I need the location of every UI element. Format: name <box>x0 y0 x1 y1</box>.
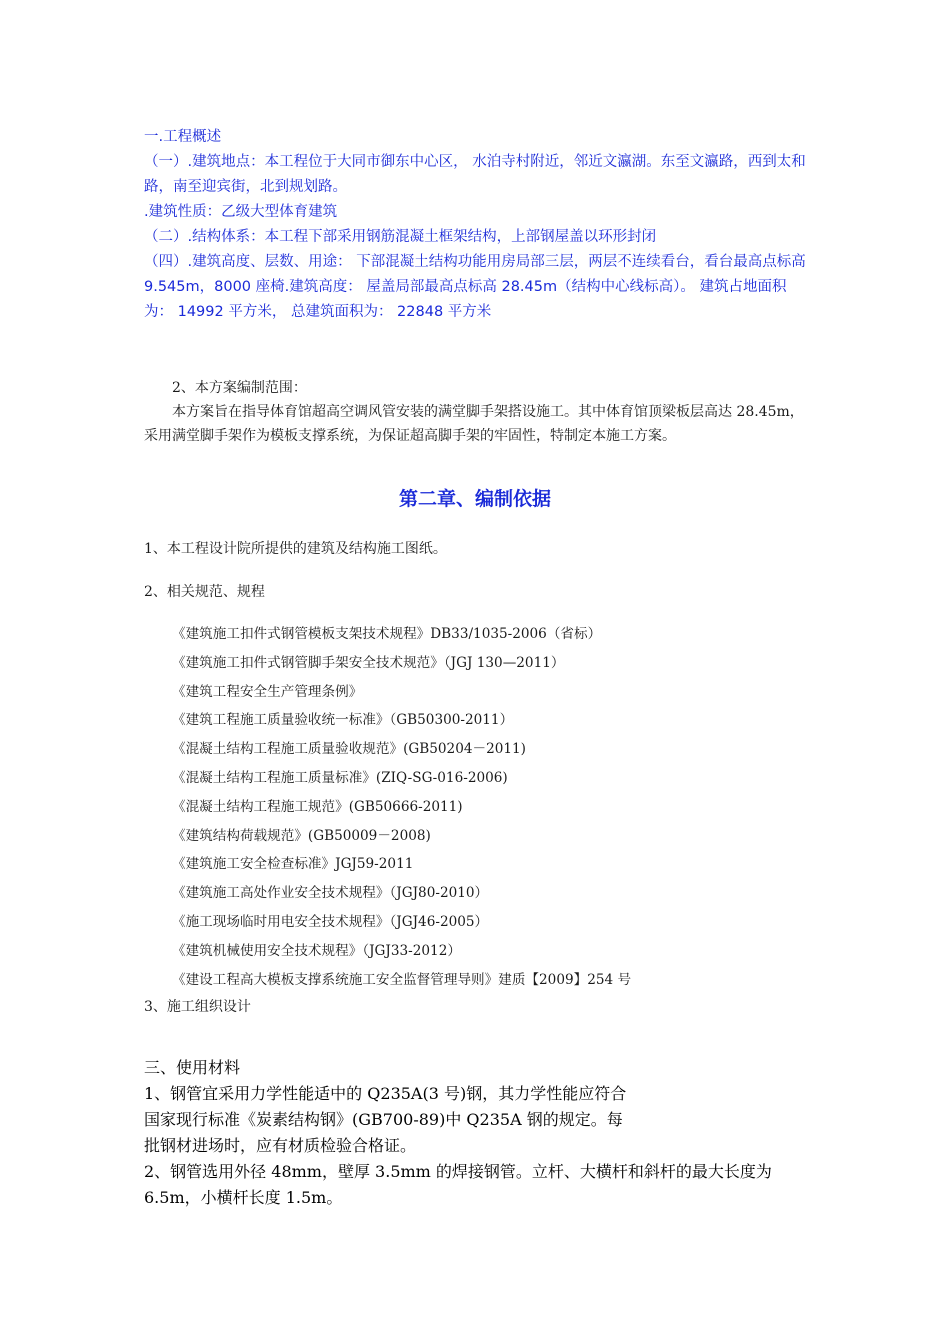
list-item: 《建筑结构荷载规范》(GB50009－2008) <box>172 827 431 844</box>
list-item: 《施工现场临时用电安全技术规程》（JGJ46-2005） <box>172 913 489 930</box>
materials-line-2: 国家现行标准《炭素结构钢》(GB700-89)中 Q235A 钢的规定。每 <box>144 1110 623 1129</box>
standards-list <box>172 620 812 994</box>
list-item: 《建筑施工安全检查标准》JGJ59-2011 <box>172 856 414 873</box>
section-title: 一.工程概述 <box>144 129 222 145</box>
scope-section <box>144 376 814 448</box>
materials-line-1: 1、钢管宜采用力学性能适中的 Q235A(3 号)钢，其力学性能应符合 <box>144 1084 627 1103</box>
materials-title: 三、使用材料 <box>144 1058 241 1077</box>
chapter-heading: 第二章、编制依据 <box>398 488 551 510</box>
scope-title: 2、本方案编制范围： <box>172 380 307 396</box>
scope-body: 本方案旨在指导体育馆超高空调风管安装的满堂脚手架搭设施工。其中体育馆顶梁板层高达 28.45m，采用满堂脚手架作为模板支撑系统，为保证超高脚手架的牢固性，特制定本施工方案。 <box>144 404 804 444</box>
materials-line-3: 批钢材进场时，应有材质检验合格证。 <box>144 1136 417 1155</box>
list-item: 《混凝土结构工程施工质量验收规范》(GB50204－2011) <box>172 741 526 758</box>
structure-line: （二）.结构体系：本工程下部采用钢筋混凝土框架结构，上部钢屋盖以环形封闭 <box>144 229 657 245</box>
height-paragraph: （四）.建筑高度、层数、用途： 下部混凝土结构功能用房局部三层，两层不连续看台，看台最高点标高 9.545m，8000 座椅.建筑高度： 屋盖局部最高点标高 28.45m（结构中心线标高）。 建筑占地面积为： 14992 平方米， 总建筑面积为： 22848 平方米 <box>144 254 806 320</box>
materials-section <box>144 1055 814 1211</box>
list-item: 《建筑机械使用安全技术规程》（JGJ33-2012） <box>172 942 461 959</box>
list-item: 《建筑施工扣件式钢管脚手架安全技术规范》（JGJ 130—2011） <box>172 654 565 671</box>
basis-item-2: 2、相关规范、规程 <box>144 584 265 600</box>
project-overview-section <box>144 125 814 325</box>
nature-line: .建筑性质：乙级大型体育建筑 <box>144 204 338 220</box>
location-paragraph: （一）.建筑地点：本工程位于大同市御东中心区， 水泊寺村附近，邻近文瀛湖。东至文瀛路，西到太和路，南至迎宾街，北到规划路。 <box>144 154 806 195</box>
list-item: 《混凝土结构工程施工质量标准》(ZIQ-SG-016-2006) <box>172 769 508 786</box>
materials-line-4: 2、钢管选用外径 48mm，壁厚 3.5mm 的焊接钢管。立杆、大横杆和斜杆的最大长度为 6.5m，小横杆长度 1.5m。 <box>144 1162 772 1207</box>
list-item: 《建筑工程安全生产管理条例》 <box>172 683 363 700</box>
list-item: 《建筑施工高处作业安全技术规程》（JGJ80-2010） <box>172 885 489 902</box>
list-item: 《建筑工程施工质量验收统一标准》（GB50300-2011） <box>172 712 514 729</box>
list-item: 《混凝土结构工程施工规范》(GB50666-2011) <box>172 798 463 815</box>
basis-item-3: 3、施工组织设计 <box>144 999 251 1015</box>
list-item: 《建设工程高大模板支撑系统施工安全监督管理导则》建质【2009】254 号 <box>172 971 632 988</box>
basis-item-1: 1、本工程设计院所提供的建筑及结构施工图纸。 <box>144 541 447 557</box>
list-item: 《建筑施工扣件式钢管模板支架技术规程》DB33/1035-2006（省标） <box>172 626 602 642</box>
